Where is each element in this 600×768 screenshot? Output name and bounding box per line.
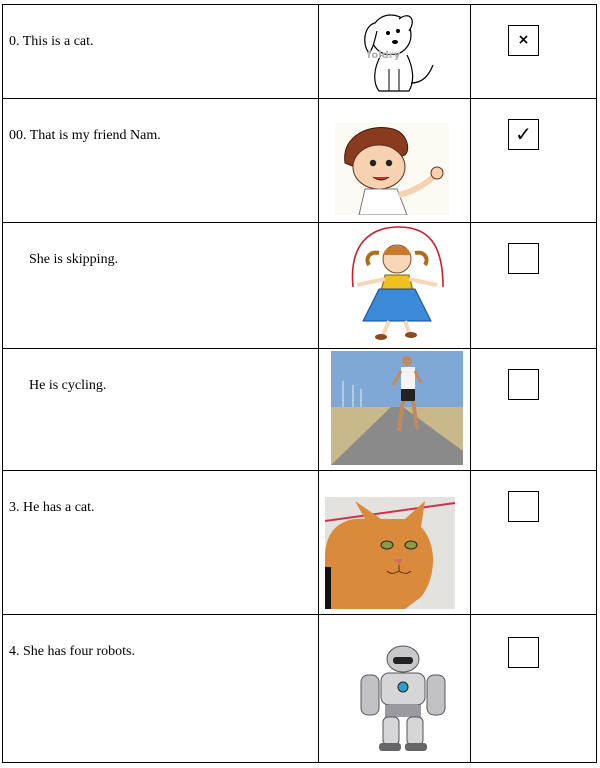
- answer-checkbox[interactable]: [508, 637, 539, 668]
- picture-cell: [319, 471, 471, 615]
- sentence-cell: [3, 99, 319, 223]
- table-row: [3, 223, 597, 349]
- worksheet-table: [2, 4, 597, 763]
- answer-checkbox[interactable]: [508, 243, 539, 274]
- table-row: [3, 99, 597, 223]
- table-row: [3, 5, 597, 99]
- answer-cell: [471, 349, 597, 471]
- table-row: [3, 349, 597, 471]
- girl-skipping-rope-image: [339, 225, 455, 343]
- table-row: [3, 471, 597, 615]
- picture-cell: [319, 349, 471, 471]
- sentence-cell: [3, 615, 319, 763]
- sentence-cell: [3, 223, 319, 349]
- humanoid-robot-image: [345, 643, 457, 753]
- answer-checkbox[interactable]: [508, 369, 539, 400]
- picture-cell: [319, 615, 471, 763]
- watermark-text: foldry: [367, 50, 401, 61]
- orange-cat-photo-image: [325, 497, 455, 609]
- picture-cell: [319, 223, 471, 349]
- answer-cell: [471, 223, 597, 349]
- dog-drawing-image: [359, 9, 439, 95]
- answer-cell: [471, 99, 597, 223]
- sentence-cell: [3, 5, 319, 99]
- sentence-text: 3. He has a cat.: [9, 500, 95, 515]
- answer-cell: [471, 615, 597, 763]
- picture-cell: [319, 5, 471, 99]
- picture-cell: [319, 99, 471, 223]
- answer-checkbox[interactable]: [508, 491, 539, 522]
- sentence-text: 00. That is my friend Nam.: [9, 128, 161, 143]
- sentence-cell: [3, 349, 319, 471]
- sentence-text: 0. This is a cat.: [9, 34, 94, 49]
- cartoon-boy-image: [335, 123, 449, 215]
- sentence-text: 4. She has four robots.: [9, 644, 135, 659]
- sentence-text: He is cycling.: [29, 378, 107, 393]
- answer-checkbox[interactable]: ✓: [508, 119, 539, 150]
- answer-cell: [471, 471, 597, 615]
- sentence-text: She is skipping.: [29, 252, 119, 267]
- answer-cell: [471, 5, 597, 99]
- man-running-on-road-image: [331, 351, 463, 465]
- answer-checkbox[interactable]: ×: [508, 25, 539, 56]
- table-row: [3, 615, 597, 763]
- sentence-cell: [3, 471, 319, 615]
